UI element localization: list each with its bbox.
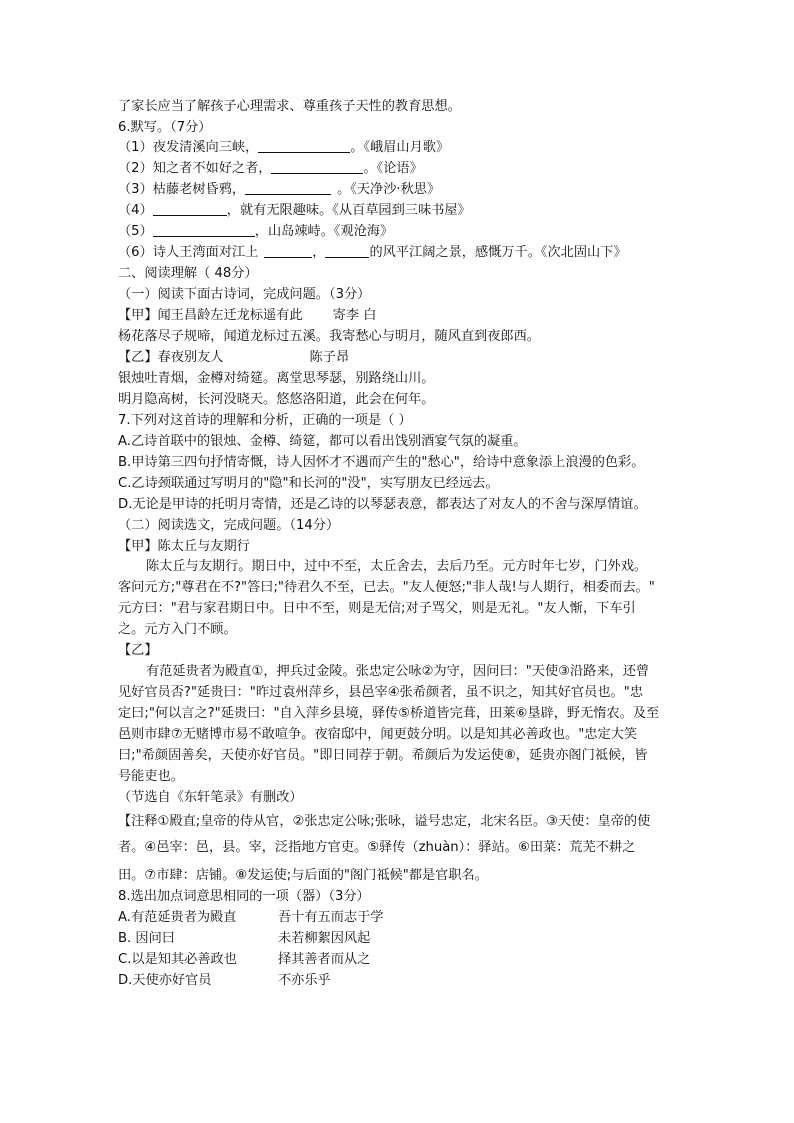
fill-item-3: [118, 180, 440, 200]
question-6-heading: 6.默写。（7分）: [118, 120, 212, 135]
fill-item-2: [118, 159, 423, 179]
answer-blank[interactable]: [153, 222, 255, 237]
comma: ，: [312, 245, 326, 260]
option-d: D.无论是甲诗的托明月寄情，还是乙诗的以琴瑟表意，都表达了对友人的不舍与深厚情谊。: [118, 497, 647, 512]
section-heading: 二、阅读理解（ 48分）: [118, 266, 258, 281]
answer-blank[interactable]: [245, 180, 331, 195]
choice-right: 未若柳絮因风起: [278, 931, 371, 946]
poem-author: 寄李 白: [332, 308, 377, 323]
fill-item-text: （1）夜发清溪向三峡，: [118, 140, 259, 155]
answer-blank[interactable]: [271, 159, 363, 174]
passage-line: 陈太丘与友期行。期日中，过中不至，太丘舍去，去后乃至。元方时年七岁，门外戏。: [146, 559, 648, 574]
fill-item-text: （3）枯藤老树昏鸦，: [118, 182, 246, 197]
fill-item-text: （5）: [118, 224, 153, 239]
annotation-line: 者。④邑宰：邑，县。宰，泛指地方官吏。⑤驿传（zhuàn）：驿站。⑥田菜：荒芜不耕之: [118, 840, 636, 855]
passage-b-title: 【乙】: [118, 643, 158, 658]
choice-left: A.有范延贵者为殿直: [118, 910, 237, 925]
text-line: 了家长应当了解孩子心理需求、尊重孩子天性的教育思想。: [118, 99, 461, 114]
passage-line: 客问元方;"尊君在不?"答曰;"待君久不至，已去。"友人便怒;"非人哉!与人期行，相委而去。": [118, 580, 655, 595]
poem-title: 【甲】闻王昌龄左迁龙标遥有此: [118, 308, 303, 323]
fill-item-1: [118, 138, 449, 158]
fill-item-source: 。《天净沙·秋思》: [337, 182, 441, 197]
choice-left: D.天使亦好官员: [118, 973, 212, 988]
fill-item-source: 。《论语》: [363, 161, 423, 176]
fill-item-4: [118, 201, 471, 221]
answer-blank[interactable]: [325, 243, 369, 258]
option-b: B.甲诗第三四句抒情寄慨，诗人因怀才不遇而产生的"愁心"，给诗中意象添上浪漫的色彩。: [118, 455, 645, 470]
fill-item-5: [118, 222, 393, 242]
source-note: （节选自《东轩笔录》有删改）: [118, 790, 303, 805]
poem-a-title: [118, 306, 376, 326]
fill-item-text: （2）知之者不如好之者，: [118, 161, 272, 176]
question-8: 8.选出加点词意思相同的一项（器）（3分）: [118, 889, 370, 904]
passage-line: 之。元方入门不顾。: [118, 622, 237, 637]
poem-line: 杨花落尽子规啼，闻道龙标过五溪。我寄愁心与明月，随风直到夜郎西。: [118, 329, 540, 344]
passage-line: 邑则市肆⑦无赌博市易不敢喧争。夜宿邸中，闻更鼓分明。以是知其必善政也。"忠定大笑: [118, 727, 638, 742]
choice-left: B. 因问曰: [118, 931, 175, 946]
poem-line: 银烛吐青烟，金樽对绮筵。离堂思琴瑟，别路绕山川。: [118, 371, 435, 386]
subsection-heading: （一）阅读下面古诗词，完成问题。（3分）: [118, 287, 371, 302]
fill-item-source: ，就有无限趣味。《从百草园到三味书屋》: [226, 203, 471, 218]
annotation-line: 【注释①殿直;皇帝的侍从官，②张忠定公咏;张咏，谥号忠定，北宋名臣。③天使：皇帝的使: [118, 814, 651, 829]
choice-row-c: [118, 950, 370, 970]
subsection-heading: （二）阅读选文，完成问题。（14分）: [118, 518, 340, 533]
option-a: A.乙诗首联中的银烛、金樽、绮筵，都可以看出饯别酒宴气氛的凝重。: [118, 434, 527, 449]
passage-line: 号能吏也。: [118, 769, 184, 784]
passage-a-title: 【甲】陈太丘与友期行: [118, 539, 250, 554]
choice-row-b: [118, 929, 370, 949]
fill-item-text: （6）诗人王湾面对江上: [118, 245, 259, 260]
choice-row-d: [118, 971, 331, 991]
fill-item-source: ，山岛竦峙。《观沧海》: [254, 224, 394, 239]
fill-item-source: 的风平江阔之景，感慨万千。《次北固山下》: [369, 245, 627, 260]
choice-right: 不亦乐乎: [278, 973, 331, 988]
fill-item-6: [118, 243, 627, 263]
choice-right: 择其善者而从之: [278, 952, 371, 967]
passage-line: 元方曰："君与家君期日中。日中不至，则是无信;对子骂父，则是无礼。"友人惭，下车引: [118, 601, 636, 616]
passage-line: 定曰;"何以言之?"延贵曰："自入萍乡县境，驿传⑤桥道皆完葺，田莱⑥垦辟，野无惰农。及至: [118, 706, 660, 721]
question-7: 7.下列对这首诗的理解和分析，正确的一项是（ ）: [118, 413, 412, 428]
choice-right: 吾十有五而志于学: [278, 910, 384, 925]
poem-title: 【乙】春夜别友人: [118, 350, 224, 365]
annotation-line: 田。⑦市肆：店铺。⑧发运使;与后面的"阁门祗候"都是官职名。: [118, 868, 488, 883]
answer-blank[interactable]: [153, 201, 227, 216]
passage-line: 见好官员否?"延贵曰："昨过袁州萍乡，县邑宰④张希颜者，虽不识之，知其好官员也。"忠: [118, 685, 643, 700]
poem-line: 明月隐高树，长河没晓天。悠悠洛阳道，此会在何年。: [118, 392, 435, 407]
poem-author: 陈子昂: [309, 350, 350, 365]
passage-line: 有范延贵者为殿直①，押兵过金陵。张忠定公咏②为守，因问曰："天使③沿路来，还曾: [146, 664, 650, 679]
answer-blank[interactable]: [258, 138, 350, 153]
passage-line: 曰;"希颜固善矣，天使亦好官员。"即日同荐于朝。希颜后为发运使⑧，延贵亦阁门祗候，皆: [118, 748, 648, 763]
choice-row-a: [118, 908, 384, 928]
fill-item-text: （4）: [118, 203, 153, 218]
choice-left: C.以是知其必善政也: [118, 952, 237, 967]
poem-b-title: [118, 348, 349, 368]
fill-item-source: 。《峨眉山月歌》: [350, 140, 450, 155]
answer-blank[interactable]: [264, 243, 312, 258]
option-c: C.乙诗颈联通过写明月的"隐"和长河的"没"，实写朋友已经远去。: [118, 476, 499, 491]
